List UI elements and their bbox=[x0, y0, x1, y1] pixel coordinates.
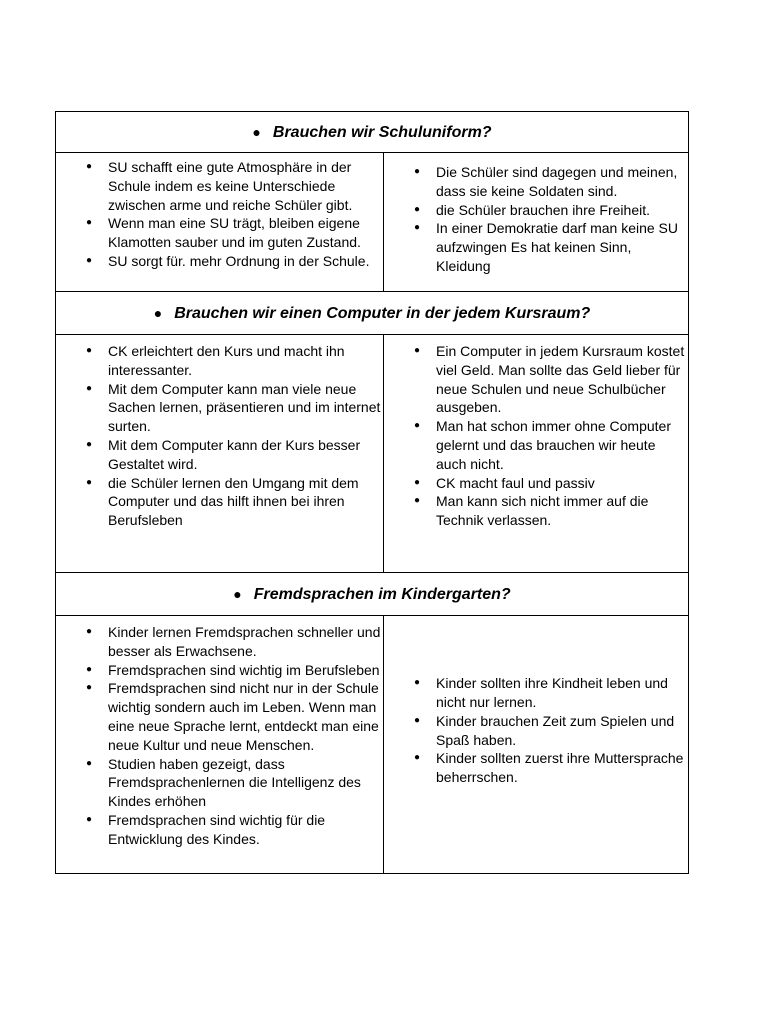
section-title: Brauchen wir Schuluniform? bbox=[272, 123, 492, 141]
list-item: ● SU sorgt für. mehr Ordnung in der Schule. bbox=[80, 252, 383, 271]
pro-column bbox=[56, 616, 384, 874]
pro-list bbox=[56, 342, 383, 530]
section-content-row bbox=[56, 616, 689, 874]
list-item: ● Kinder sollten ihre Kindheit leben und nicht nur lernen. bbox=[408, 674, 688, 712]
list-item: ● Studien haben gezeigt, dass Fremdsprachenlernen die Intelligenz des Kindes erhöhen bbox=[80, 755, 383, 811]
section-header-row bbox=[56, 292, 689, 335]
section-title: Brauchen wir einen Computer in der jedem Kursraum? bbox=[174, 304, 591, 322]
con-list bbox=[384, 163, 688, 276]
bullet-icon: ● bbox=[233, 585, 242, 602]
pro-con-table bbox=[55, 111, 689, 874]
section-title-cell bbox=[56, 112, 689, 153]
section-title-cell bbox=[56, 292, 689, 335]
list-item: ● CK macht faul und passiv bbox=[408, 474, 688, 493]
section-title: Fremdsprachen im Kindergarten? bbox=[253, 585, 511, 603]
con-column bbox=[384, 335, 689, 573]
section-header-row bbox=[56, 112, 689, 153]
list-item: ● Fremdsprachen sind wichtig im Berufsleben bbox=[80, 661, 383, 680]
pro-column bbox=[56, 335, 384, 573]
list-item: ● Kinder lernen Fremdsprachen schneller und besser als Erwachsene. bbox=[80, 623, 383, 661]
list-item: ● SU schafft eine gute Atmosphäre in der Schule indem es keine Unterschiede zwischen arme und reiche Schüler gibt. bbox=[80, 158, 383, 214]
list-item: ● Fremdsprachen sind nicht nur in der Schule wichtig sondern auch im Leben. Wenn man eine neue Sprache lernt, entdeckt man eine neue Kultur und neue Menschen. bbox=[80, 679, 383, 754]
list-item: ● CK erleichtert den Kurs und macht ihn interessanter. bbox=[80, 342, 383, 380]
pro-column bbox=[56, 153, 384, 292]
pro-list bbox=[56, 158, 383, 271]
con-list bbox=[384, 342, 688, 530]
pro-list bbox=[56, 623, 383, 849]
bullet-icon: ● bbox=[252, 123, 261, 140]
section-content-row bbox=[56, 335, 689, 573]
section-content-row bbox=[56, 153, 689, 292]
list-item: ● die Schüler lernen den Umgang mit dem Computer und das hilft ihnen bei ihren Berufsleben bbox=[80, 474, 383, 530]
bullet-icon: ● bbox=[153, 304, 163, 321]
list-item: ● Kinder brauchen Zeit zum Spielen und Spaß haben. bbox=[408, 712, 688, 750]
list-item: ● Wenn man eine SU trägt, bleiben eigene Klamotten sauber und im guten Zustand. bbox=[80, 214, 383, 252]
section-header-row bbox=[56, 573, 689, 616]
list-item: ● In einer Demokratie darf man keine SU aufzwingen Es hat keinen Sinn, Kleidung bbox=[408, 219, 688, 275]
list-item: ● Mit dem Computer kann man viele neue Sachen lernen, präsentieren und im internet surten. bbox=[80, 380, 383, 436]
list-item: ● Man hat schon immer ohne Computer gelernt und das brauchen wir heute auch nicht. bbox=[408, 417, 688, 473]
list-item: ● Die Schüler sind dagegen und meinen, dass sie keine Soldaten sind. bbox=[408, 163, 688, 201]
list-item: ● Fremdsprachen sind wichtig für die Entwicklung des Kindes. bbox=[80, 811, 383, 849]
con-list bbox=[384, 674, 688, 787]
list-item: ● Ein Computer in jedem Kursraum kostet viel Geld. Man sollte das Geld lieber für neue Schulen und neue Schulbücher ausgeben. bbox=[408, 342, 688, 417]
list-item: ● die Schüler brauchen ihre Freiheit. bbox=[408, 201, 688, 220]
con-column bbox=[384, 616, 689, 874]
list-item: ● Kinder sollten zuerst ihre Muttersprache beherrschen. bbox=[408, 749, 688, 787]
list-item: ● Mit dem Computer kann der Kurs besser Gestaltet wird. bbox=[80, 436, 383, 474]
con-column bbox=[384, 153, 689, 292]
list-item: ● Man kann sich nicht immer auf die Technik verlassen. bbox=[408, 492, 688, 530]
section-title-cell bbox=[56, 573, 689, 616]
